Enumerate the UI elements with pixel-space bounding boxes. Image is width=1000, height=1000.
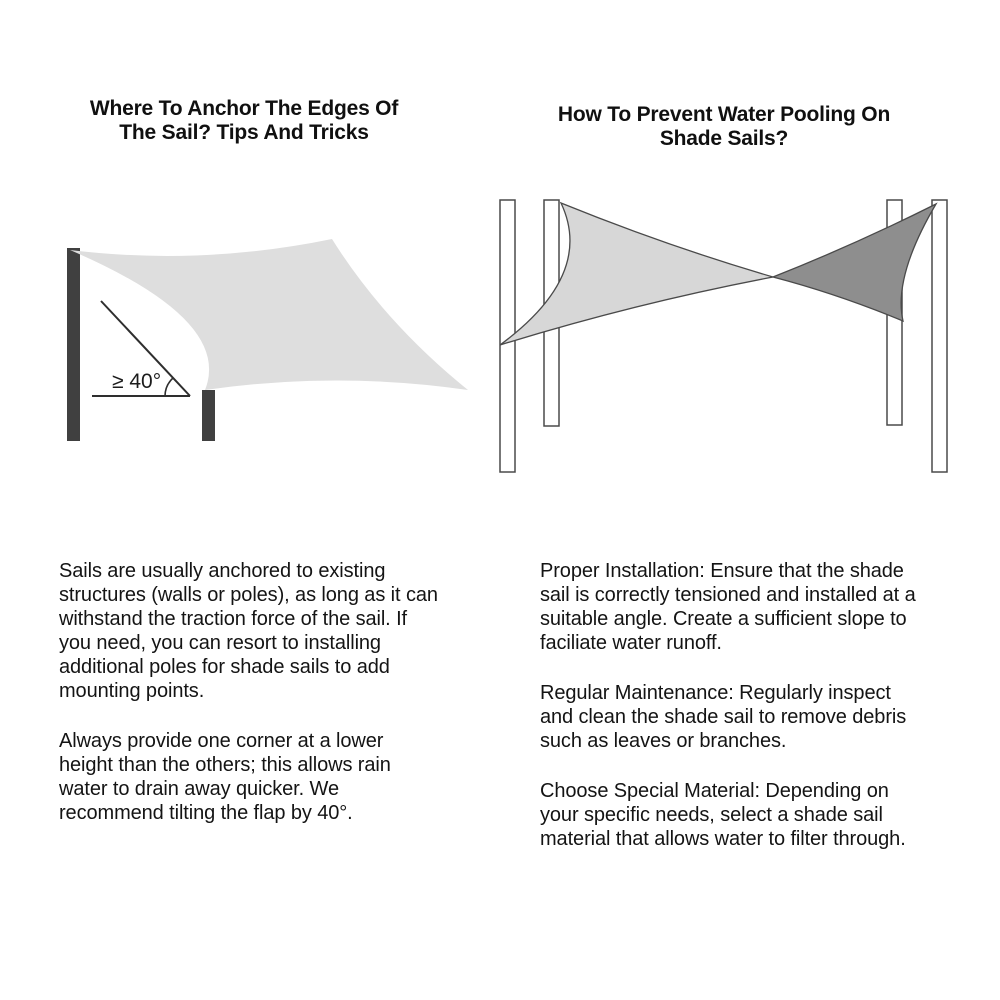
right-title-line2: Shade Sails?: [659, 127, 789, 150]
water-pooling-diagram: [490, 195, 960, 485]
text-line: you need, you can resort to installing: [59, 632, 381, 654]
light-triangle-sail: [500, 203, 773, 345]
text-line: withstand the traction force of the sail. If: [59, 608, 408, 630]
right-paragraph-installation: [540, 559, 970, 655]
anchor-tilt-diagram: [50, 220, 490, 460]
right-paragraph-material: [540, 779, 970, 851]
text-line: suitable angle. Create a sufficient slope to: [540, 608, 907, 630]
text-line: Sails are usually anchored to existing: [59, 560, 386, 582]
left-panel-title: [44, 97, 444, 145]
text-line: your specific needs, select a shade sail: [540, 804, 883, 826]
text-line: sail is correctly tensioned and installed at a: [540, 584, 916, 606]
left-title-line1: Where To Anchor The Edges Of: [89, 97, 399, 120]
text-line: additional poles for shade sails to add: [59, 656, 390, 678]
text-line: faciliate water runoff.: [540, 632, 722, 654]
text-line: Proper Installation: Ensure that the shade: [540, 560, 904, 582]
angle-arc: [165, 378, 173, 396]
text-line: Choose Special Material: Depending on: [540, 780, 889, 802]
dark-triangle-sail: [773, 204, 936, 321]
text-line: and clean the shade sail to remove debris: [540, 706, 907, 728]
anchor-pole-tall: [67, 248, 80, 441]
right-paragraph-maintenance: [540, 681, 970, 753]
post-outer-right: [932, 200, 947, 472]
text-line: material that allows water to filter through.: [540, 828, 906, 850]
left-paragraph-anchoring: [59, 559, 489, 703]
text-line: mounting points.: [59, 680, 205, 702]
right-title-line1: How To Prevent Water Pooling On: [557, 103, 891, 126]
right-panel-text: [540, 559, 970, 851]
text-line: such as leaves or branches.: [540, 730, 787, 752]
text-line: water to drain away quicker. We: [59, 778, 339, 800]
text-line: recommend tilting the flap by 40°.: [59, 802, 353, 824]
left-paragraph-tilt: [59, 729, 489, 825]
text-line: Always provide one corner at a lower: [59, 730, 384, 752]
text-line: height than the others; this allows rain: [59, 754, 391, 776]
text-line: structures (walls or poles), as long as it can: [59, 584, 438, 606]
angle-label: ≥ 40°: [112, 370, 162, 393]
anchor-pole-short: [202, 390, 215, 441]
left-title-line2: The Sail? Tips And Tricks: [119, 121, 369, 144]
shade-sail-shape: [70, 239, 468, 390]
text-line: Regular Maintenance: Regularly inspect: [540, 682, 891, 704]
left-panel-text: [59, 559, 489, 825]
right-panel-title: [524, 103, 924, 151]
